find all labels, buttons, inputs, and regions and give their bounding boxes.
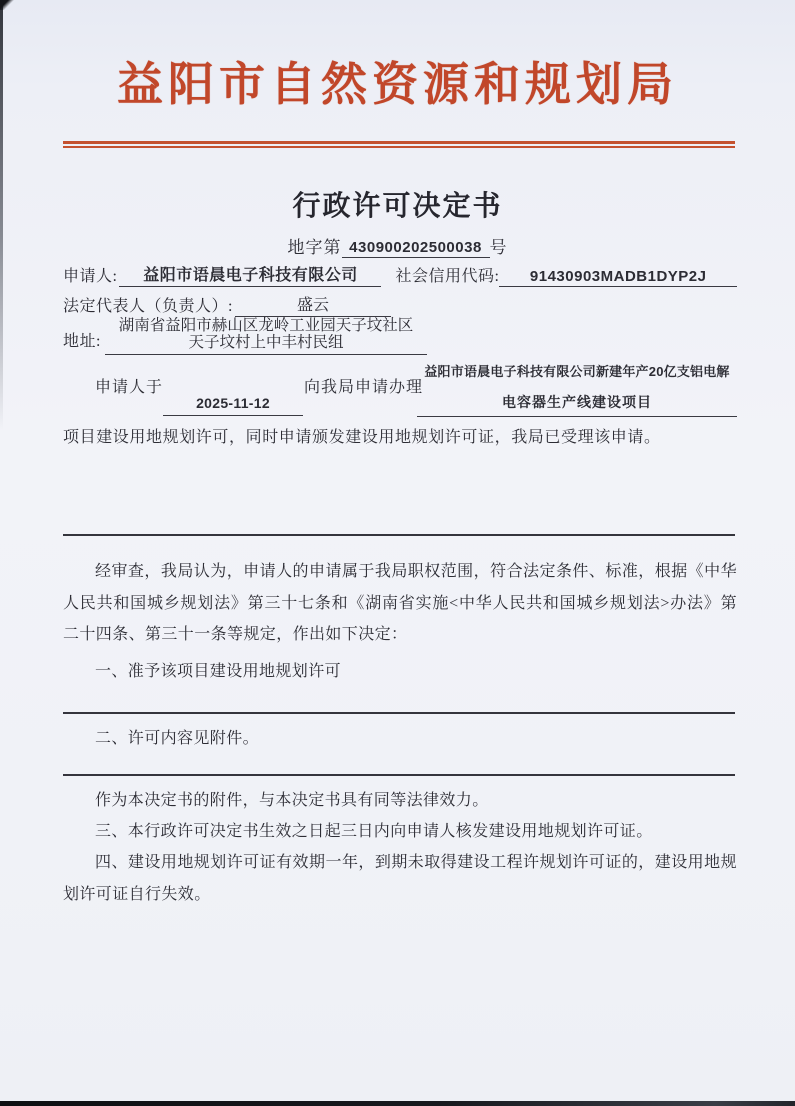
bureau-name-header: 益阳市自然资源和规划局: [117, 58, 678, 110]
applicant-row: [63, 262, 737, 287]
document-number-value: 430900202500038: [342, 239, 490, 258]
decision-item-3: 三、本行政许可决定书生效之日起三日内向申请人核发建设用地规划许可证。: [95, 823, 653, 840]
document-number-line: [0, 233, 795, 258]
scan-artifact-top-left-corner: [0, 0, 14, 10]
application-date-value: 2025-11-12: [163, 390, 303, 416]
application-sentence-block: [63, 360, 737, 418]
address-line-1: 湖南省益阳市赫山区龙岭工业园天子坟社区: [118, 317, 414, 334]
section-divider-1: [63, 534, 735, 536]
applicant-label: 申请人:: [63, 268, 118, 285]
address-value: [105, 317, 427, 355]
section-divider-2: [63, 712, 735, 714]
document-number-prefix: 地字第: [287, 238, 342, 257]
decision-item-4: 四、建设用地规划许可证有效期一年，到期未取得建设工程许规划许可证的，建设用地规划许可证自行失效。: [63, 854, 737, 903]
decision-item-1: 一、准予该项目建设用地规划许可: [95, 663, 342, 680]
review-paragraph: 经审查，我局认为，申请人的申请属于我局职权范围，符合法定条件、标准，根据《中华人民共和国城乡规划法》第三十七条和《湖南省实施<中华人民共和国城乡规划法>办法》第二十四条、第三十一条等规定，作出如下决定：: [63, 563, 737, 643]
project-name-field: [417, 360, 737, 417]
section-divider-3: [63, 774, 735, 776]
decision-item-2: 二、许可内容见附件。: [95, 730, 260, 747]
address-row: [63, 317, 737, 355]
intro-continuation-paragraph: 项目建设用地规划许可，同时申请颁发建设用地规划许可证，我局已受理该申请。: [63, 429, 661, 446]
application-middle-label: 向我局申请办理: [304, 379, 424, 396]
credit-code-label: 社会信用代码:: [395, 268, 500, 285]
document-title: 行政许可决定书: [292, 191, 503, 222]
legal-representative-label: 法定代表人（负责人）:: [63, 298, 233, 315]
application-prefix-label: 申请人于: [95, 379, 164, 396]
project-name-line-2: 电容器生产线建设项目: [502, 394, 652, 410]
attachment-note-paragraph: 作为本决定书的附件，与本决定书具有同等法律效力。: [95, 792, 489, 809]
legal-representative-value: 盛云: [235, 292, 391, 317]
address-line-2: 天子坟村上中丰村民组: [188, 334, 344, 351]
header-double-rule: [63, 141, 735, 148]
address-label: 地址:: [63, 333, 101, 350]
project-name-line-1: 益阳市语晨电子科技有限公司新建年产20亿支铝电解: [424, 364, 730, 379]
applicant-value: 益阳市语晨电子科技有限公司: [119, 262, 381, 287]
legal-representative-row: [63, 292, 737, 317]
document-number-suffix: 号: [489, 238, 508, 257]
scan-artifact-bottom-edge: [0, 1101, 795, 1106]
credit-code-value: 91430903MADB1DYP2J: [499, 268, 737, 287]
